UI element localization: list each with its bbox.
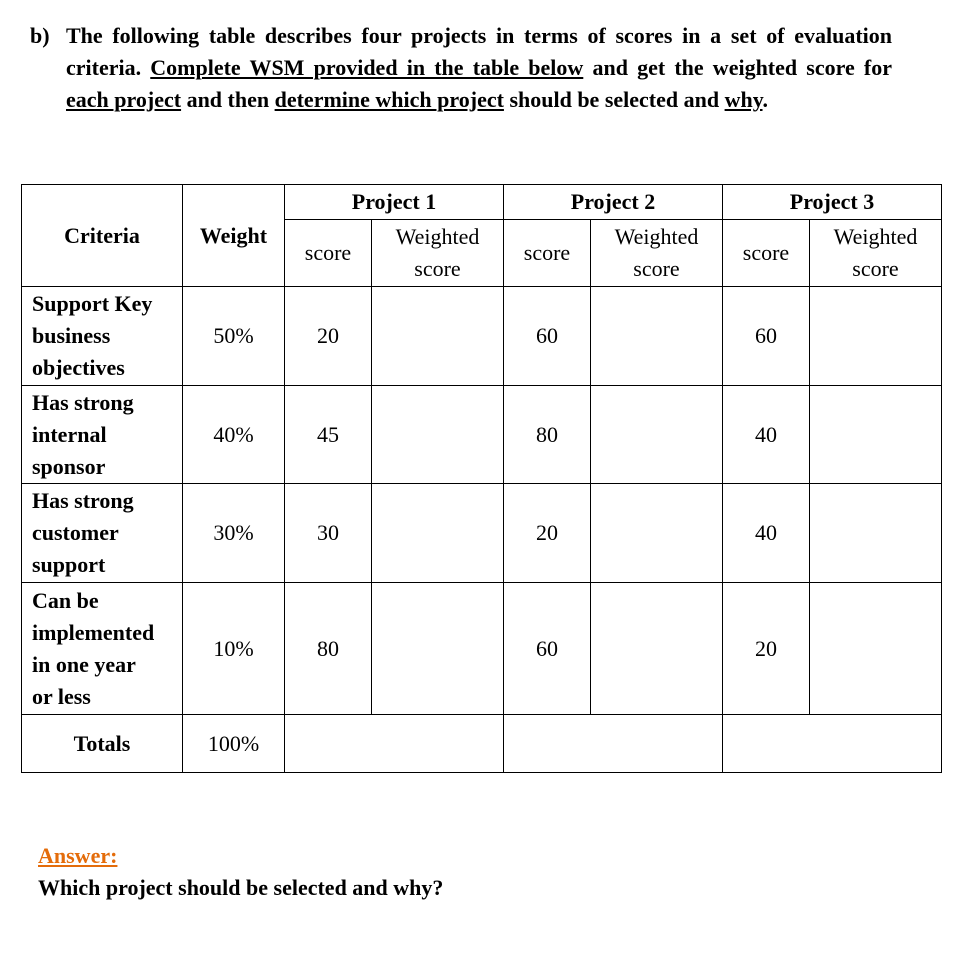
criteria-line: customer	[32, 520, 119, 545]
answer-section	[38, 840, 443, 904]
score-cell: 40	[723, 386, 810, 484]
criteria-line: Can be	[32, 587, 99, 613]
criteria-line: or less	[32, 683, 91, 709]
weighted-score-cell[interactable]	[810, 287, 942, 386]
header-criteria: Criteria	[22, 185, 183, 287]
question-underline-3: determine which project	[274, 87, 504, 112]
weighted-score-cell[interactable]	[372, 484, 504, 583]
criteria-line: objectives	[32, 355, 125, 380]
header-project-3: Project 3	[723, 185, 942, 220]
criteria-line: internal	[32, 421, 107, 447]
header-weighted-2	[591, 220, 723, 287]
weight-cell: 10%	[183, 583, 285, 715]
weighted-score-cell[interactable]	[591, 484, 723, 583]
weight-cell: 50%	[183, 287, 285, 386]
weighted-line2: score	[414, 256, 461, 281]
header-weighted-3	[810, 220, 942, 287]
criteria-cell	[22, 583, 183, 715]
score-cell: 60	[504, 287, 591, 386]
weighted-score-cell[interactable]	[810, 583, 942, 715]
score-cell: 40	[723, 484, 810, 583]
question-underline-1: Complete WSM provided in the table below	[150, 55, 584, 80]
weighted-score-cell[interactable]	[810, 484, 942, 583]
weighted-line1: Weighted	[395, 224, 480, 249]
weighted-score-cell[interactable]	[372, 287, 504, 386]
totals-row	[22, 715, 942, 773]
criteria-line: sponsor	[32, 453, 106, 479]
wsm-table	[21, 184, 942, 773]
header-score-3: score	[723, 220, 810, 287]
total-project-2-cell[interactable]	[504, 715, 723, 773]
question-underline-2: each project	[66, 87, 182, 112]
header-project-2: Project 2	[504, 185, 723, 220]
score-cell: 45	[285, 386, 372, 484]
criteria-line: in one year	[32, 651, 136, 677]
criteria-line: implemented	[32, 619, 155, 645]
weighted-line1: Weighted	[833, 224, 918, 249]
score-cell: 20	[285, 287, 372, 386]
totals-label: Totals	[22, 715, 183, 773]
score-cell: 80	[504, 386, 591, 484]
score-cell: 20	[504, 484, 591, 583]
header-score-1: score	[285, 220, 372, 287]
total-project-3-cell[interactable]	[723, 715, 942, 773]
answer-label: Answer:	[38, 843, 118, 868]
score-cell: 20	[723, 583, 810, 715]
weighted-line2: score	[633, 256, 680, 281]
question-part1: The following table describes four projects in terms of scores in a set of evaluation criteria.	[66, 23, 892, 80]
weighted-score-cell[interactable]	[591, 386, 723, 484]
weighted-line1: Weighted	[614, 224, 699, 249]
weight-cell: 40%	[183, 386, 285, 484]
weighted-score-cell[interactable]	[591, 287, 723, 386]
criteria-cell	[22, 386, 183, 484]
score-cell: 80	[285, 583, 372, 715]
question-part3: and then	[181, 87, 275, 112]
weight-cell: 30%	[183, 484, 285, 583]
score-cell: 30	[285, 484, 372, 583]
table-row	[22, 583, 942, 715]
criteria-line: Has strong	[32, 488, 134, 513]
weighted-score-cell[interactable]	[810, 386, 942, 484]
totals-weight: 100%	[183, 715, 285, 773]
question-part4: should be selected and	[503, 87, 725, 112]
header-project-1: Project 1	[285, 185, 504, 220]
weighted-score-cell[interactable]	[372, 583, 504, 715]
table-row	[22, 484, 942, 583]
criteria-line: Has strong	[32, 389, 134, 415]
question-label: b)	[30, 23, 50, 48]
criteria-cell	[22, 287, 183, 386]
criteria-line: support	[32, 552, 106, 577]
table-row	[22, 287, 942, 386]
criteria-line: business	[32, 323, 111, 348]
weighted-score-cell[interactable]	[591, 583, 723, 715]
question-underline-4: why	[724, 87, 763, 112]
question-part2: and get the weighted score for	[583, 55, 892, 80]
score-cell: 60	[723, 287, 810, 386]
weighted-line2: score	[852, 256, 899, 281]
header-weight: Weight	[183, 185, 285, 287]
answer-prompt: Which project should be selected and why?	[38, 875, 444, 900]
criteria-cell	[22, 484, 183, 583]
question-part5: .	[762, 87, 769, 112]
criteria-line: Support Key	[32, 291, 153, 316]
header-weighted-1	[372, 220, 504, 287]
table-row	[22, 386, 942, 484]
weighted-score-cell[interactable]	[372, 386, 504, 484]
question-body	[66, 20, 892, 116]
score-cell: 60	[504, 583, 591, 715]
total-project-1-cell[interactable]	[285, 715, 504, 773]
header-score-2: score	[504, 220, 591, 287]
question-text	[30, 20, 892, 116]
header-row-1	[22, 185, 942, 220]
